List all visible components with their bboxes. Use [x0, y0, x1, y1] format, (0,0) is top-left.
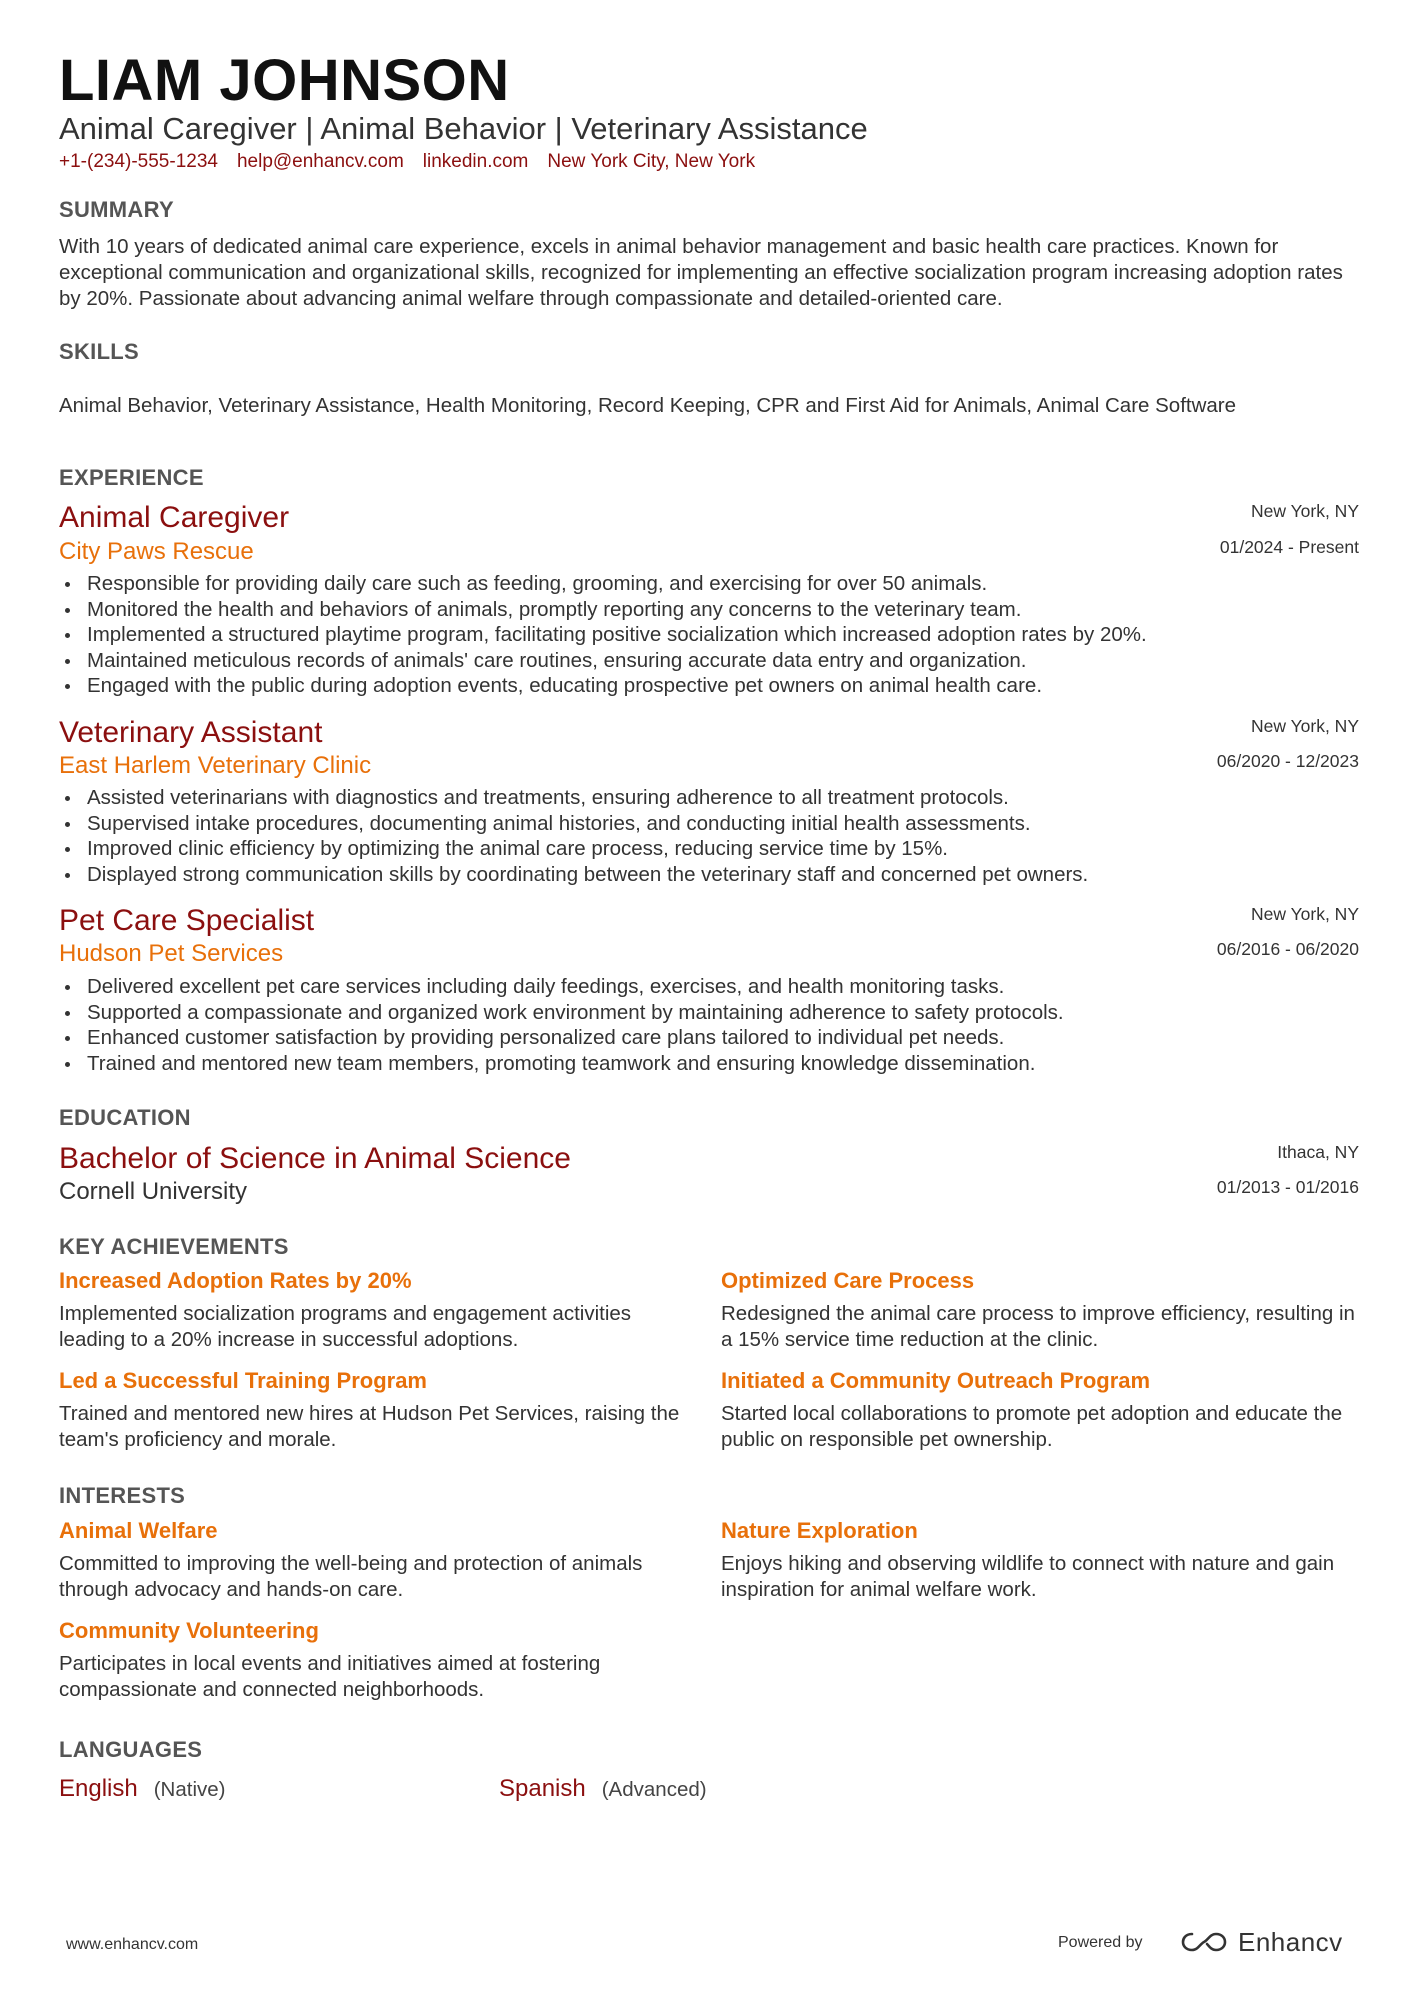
list-item: Maintained meticulous records of animals' care routines, ensuring accurate data entry and organization.: [59, 648, 1359, 674]
list-item: Trained and mentored new team members, promoting teamwork and ensuring knowledge dissemination.: [59, 1051, 1359, 1077]
job-bullets: [59, 571, 1359, 699]
interest-card: [721, 1517, 1361, 1603]
job-dates: 06/2016 - 06/2020: [1216, 939, 1359, 959]
powered-by-label: Powered by: [1058, 1934, 1143, 1951]
list-item: Delivered excellent pet care services including daily feedings, exercises, and health monitoring tasks.: [59, 974, 1359, 1000]
job-location: New York, NY: [1251, 716, 1359, 736]
list-item: Displayed strong communication skills by coordinating between the veterinary staff and concerned pet owners.: [59, 862, 1359, 888]
achievement-title: Initiated a Community Outreach Program: [721, 1368, 1151, 1393]
job-title: Animal Caregiver: [59, 501, 290, 534]
language-item: [59, 1774, 225, 1805]
interest-desc: Committed to improving the well-being and protection of animals through advocacy and hands-on care.: [59, 1552, 643, 1601]
job-dates: 01/2024 - Present: [1219, 537, 1359, 557]
experience-heading: EXPERIENCE: [59, 465, 204, 490]
education-heading: EDUCATION: [59, 1105, 191, 1130]
interest-title: Animal Welfare: [59, 1518, 218, 1543]
phone-link[interactable]: +1-(234)-555-1234: [59, 151, 218, 172]
list-item: Engaged with the public during adoption events, educating prospective pet owners on animal health care.: [59, 673, 1359, 699]
interest-title: Nature Exploration: [721, 1518, 918, 1543]
email-link[interactable]: help@enhancv.com: [236, 151, 404, 172]
interest-title: Community Volunteering: [59, 1618, 319, 1643]
job-dates: 06/2020 - 12/2023: [1216, 751, 1359, 771]
job-company: Hudson Pet Services: [59, 940, 284, 967]
footer-url[interactable]: www.enhancv.com: [66, 1936, 199, 1953]
list-item: Assisted veterinarians with diagnostics and treatments, ensuring adherence to all treatment protocols.: [59, 785, 1359, 811]
achievement-card: [59, 1267, 699, 1353]
candidate-name: LIAM JOHNSON: [59, 48, 510, 113]
enhancv-logo[interactable]: [1180, 1922, 1343, 1962]
headline: Animal Caregiver | Animal Behavior | Veterinary Assistance: [59, 111, 868, 146]
achievement-card: [721, 1267, 1361, 1353]
interest-card: [59, 1617, 699, 1703]
achievements-heading: KEY ACHIEVEMENTS: [59, 1234, 289, 1259]
job-company: City Paws Rescue: [59, 538, 254, 565]
interest-desc: Enjoys hiking and observing wildlife to connect with nature and gain inspiration for animal welfare work.: [721, 1552, 1335, 1601]
achievement-desc: Redesigned the animal care process to improve efficiency, resulting in a 15% service time reduction at the clinic.: [721, 1302, 1355, 1351]
job-bullets: [59, 785, 1359, 887]
list-item: Supervised intake procedures, documenting animal histories, and conducting initial health assessments.: [59, 811, 1359, 837]
job-location: New York, NY: [1251, 501, 1359, 521]
location-text: New York City, New York: [547, 151, 756, 172]
list-item: Enhanced customer satisfaction by providing personalized care plans tailored to individual pet needs.: [59, 1025, 1359, 1051]
job-title: Veterinary Assistant: [59, 716, 323, 749]
languages-heading: LANGUAGES: [59, 1737, 203, 1762]
list-item: Improved clinic efficiency by optimizing the animal care process, reducing service time by 15%.: [59, 836, 1359, 862]
language-name: English: [59, 1775, 138, 1802]
job-company: East Harlem Veterinary Clinic: [59, 752, 372, 779]
skills-heading: SKILLS: [59, 339, 140, 364]
summary-text: With 10 years of dedicated animal care experience, excels in animal behavior management and basic health care practices. Known for exceptional communication and organizational skills, recognized for implementing an effective socialization program increasing adoption rates by 20%. Passionate about advancing animal welfare through compassionate and detailed-oriented care.: [59, 235, 1343, 310]
achievement-title: Led a Successful Training Program: [59, 1368, 427, 1393]
list-item: Implemented a structured playtime program, facilitating positive socialization which increased adoption rates by 20%.: [59, 622, 1359, 648]
school-name: Cornell University: [59, 1178, 248, 1205]
interests-heading: INTERESTS: [59, 1483, 186, 1508]
language-name: Spanish: [499, 1775, 586, 1802]
infinity-logo-icon: [1180, 1930, 1228, 1954]
list-item: Monitored the health and behaviors of animals, promptly reporting any concerns to the veterinary team.: [59, 597, 1359, 623]
achievement-title: Optimized Care Process: [721, 1268, 975, 1293]
achievement-title: Increased Adoption Rates by 20%: [59, 1268, 412, 1293]
degree-title: Bachelor of Science in Animal Science: [59, 1142, 571, 1175]
linkedin-link[interactable]: linkedin.com: [422, 151, 529, 172]
education-location: Ithaca, NY: [1277, 1142, 1359, 1162]
job-bullets: [59, 974, 1359, 1076]
language-level: (Native): [153, 1778, 226, 1801]
job-title: Pet Care Specialist: [59, 904, 315, 937]
achievement-desc: Started local collaborations to promote pet adoption and educate the public on responsible pet ownership.: [721, 1402, 1343, 1451]
achievement-desc: Implemented socialization programs and engagement activities leading to a 20% increase in successful adoptions.: [59, 1302, 632, 1351]
interest-card: [59, 1517, 699, 1603]
list-item: Responsible for providing daily care such as feeding, grooming, and exercising for over 50 animals.: [59, 571, 1359, 597]
language-level: (Advanced): [601, 1778, 707, 1801]
language-item: [499, 1774, 707, 1805]
interest-desc: Participates in local events and initiatives aimed at fostering compassionate and connected neighborhoods.: [59, 1652, 601, 1701]
summary-heading: SUMMARY: [59, 197, 174, 222]
list-item: Supported a compassionate and organized work environment by maintaining adherence to safety protocols.: [59, 1000, 1359, 1026]
achievement-desc: Trained and mentored new hires at Hudson Pet Services, raising the team's proficiency and morale.: [59, 1402, 680, 1451]
education-dates: 01/2013 - 01/2016: [1216, 1177, 1359, 1197]
job-location: New York, NY: [1251, 904, 1359, 924]
contact-bar: [59, 150, 774, 174]
achievement-card: [721, 1367, 1361, 1453]
enhancv-brand-text: Enhancv: [1238, 1927, 1343, 1957]
skills-text: Animal Behavior, Veterinary Assistance, Health Monitoring, Record Keeping, CPR and First Aid for Animals, Animal Care Software: [59, 394, 1237, 417]
achievement-card: [59, 1367, 699, 1453]
